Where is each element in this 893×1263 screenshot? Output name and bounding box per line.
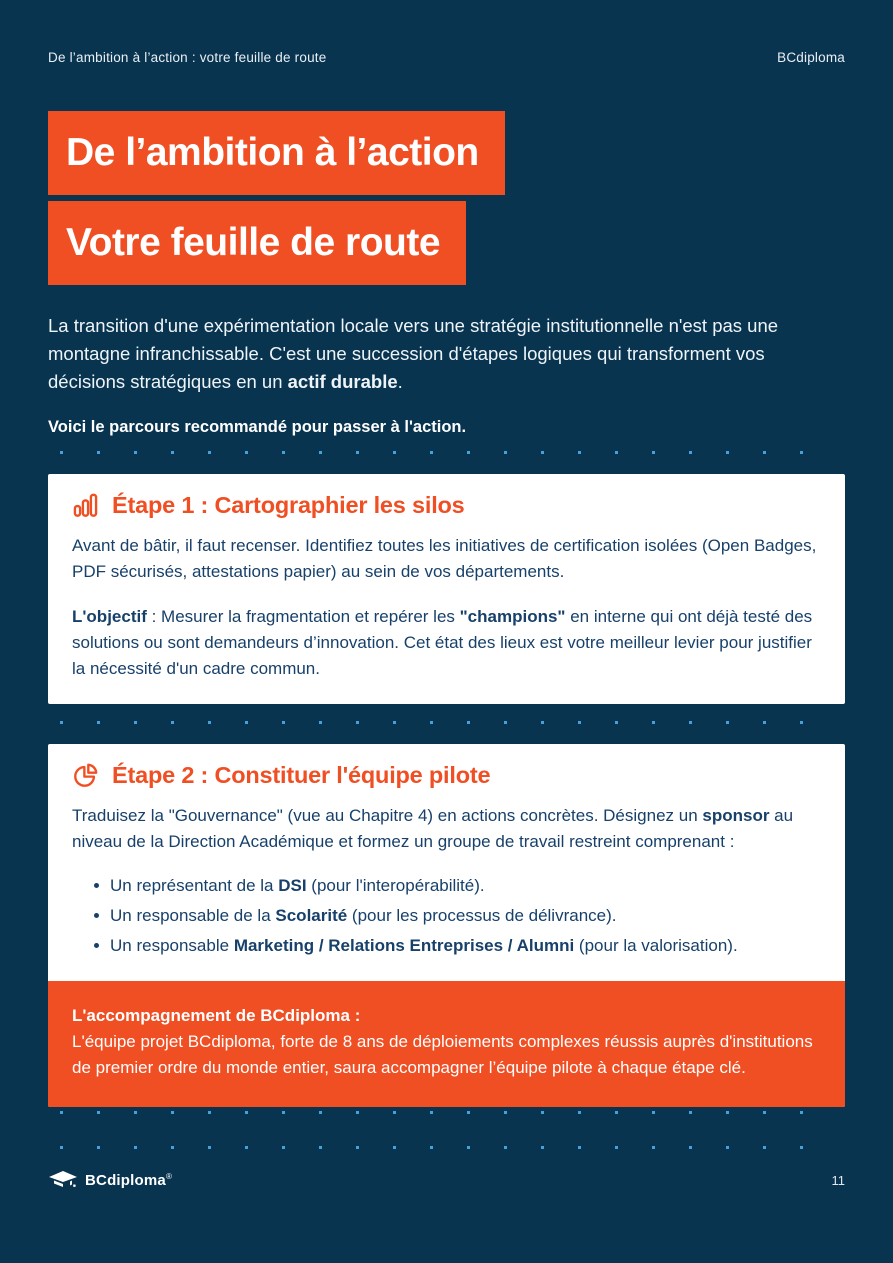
- header-running-title: De l’ambition à l’action : votre feuille de route: [48, 50, 327, 65]
- bar-chart-icon: [72, 492, 99, 519]
- hero-titles: [48, 111, 845, 285]
- bcdiploma-support-callout: [48, 981, 845, 1107]
- step-2-card: [48, 744, 845, 1107]
- intro-paragraph: La transition d'une expérimentation locale vers une stratégie institutionnelle n'est pas une montagne infranchissable. C'est une succession d'étapes logiques qui transforment vos décisions stratégiques en un actif durable.: [48, 315, 779, 392]
- step-1-paragraph-2: L'objectif : Mesurer la fragmentation et repérer les "champions" en interne qui ont déjà testé des solutions ou sont demandeurs d’innovation. Cet état des lieux est votre meilleur levier pour justifier la nécessité d'un cadre commun.: [72, 607, 813, 678]
- hero-title-line-1: De l’ambition à l’action: [48, 111, 505, 195]
- step-1-paragraph-1: Avant de bâtir, il faut recenser. Identifiez toutes les initiatives de certification isolées (Open Badges, PDF sécurisés, attestations papier) au sein de vos départements.: [72, 536, 817, 581]
- logo-wordmark: BCdiploma®: [85, 1171, 173, 1189]
- list-item: Un responsable Marketing / Relations Entreprises / Alumni (pour la valorisation).: [94, 933, 821, 959]
- list-item: Un responsable de la Scolarité (pour les processus de délivrance).: [94, 903, 821, 929]
- step-1-card: [48, 474, 845, 704]
- step-2-heading: [72, 762, 821, 789]
- dotted-separator: [60, 451, 833, 454]
- bcdiploma-logo: [48, 1169, 172, 1191]
- dotted-separator: [60, 1146, 833, 1149]
- step-1-title: Étape 1 : Cartographier les silos: [112, 492, 465, 518]
- dotted-separator: [60, 721, 833, 724]
- page-header: [48, 0, 845, 65]
- header-brand: BCdiploma: [777, 50, 845, 65]
- step-2-title: Étape 2 : Constituer l'équipe pilote: [112, 762, 491, 788]
- hero-title-line-2: Votre feuille de route: [48, 201, 466, 285]
- callout-body: L'équipe projet BCdiploma, forte de 8 ans de déploiements complexes réussis auprès d'institutions de premier ordre du monde entier, saura accompagner l’équipe pilote à chaque étape clé.: [72, 1032, 813, 1077]
- step-1-heading: [72, 492, 821, 519]
- graduation-cap-icon: [48, 1169, 78, 1191]
- lead-sentence: Voici le parcours recommandé pour passer à l'action.: [48, 418, 467, 436]
- registered-mark: ®: [165, 1171, 173, 1181]
- page-number: 11: [831, 1172, 845, 1188]
- callout-title: L'accompagnement de BCdiploma :: [72, 1006, 361, 1025]
- step-2-bullet-list: [72, 873, 821, 959]
- list-item: Un représentant de la DSI (pour l'interopérabilité).: [94, 873, 821, 899]
- dotted-separator: [60, 1111, 833, 1114]
- pie-chart-icon: [72, 762, 99, 789]
- page-footer: [48, 1169, 845, 1191]
- step-1-body: [48, 474, 845, 704]
- step-2-body: [48, 744, 845, 981]
- step-2-paragraph-1: Traduisez la "Gouvernance" (vue au Chapitre 4) en actions concrètes. Désignez un sponsor au niveau de la Direction Académique et formez un groupe de travail restreint comprenant :: [72, 806, 794, 851]
